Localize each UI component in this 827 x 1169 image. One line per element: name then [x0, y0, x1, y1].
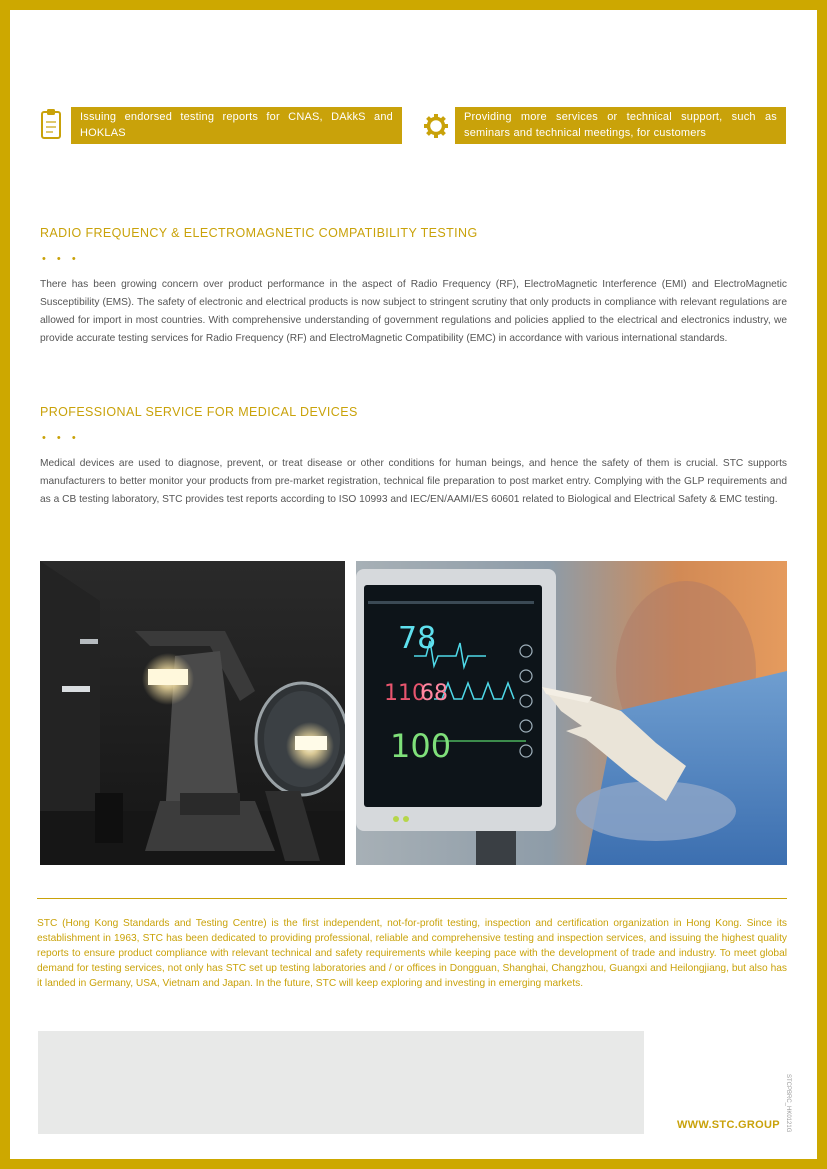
section-body-rf-emc: There has been growing concern over product performance in the aspect of Radio Frequency (RF), ElectroMagnetic Interference (EMI) and ElectroMagnetic Susceptibility (EMS). The safety of electronic and electrical products is now subject to stringent scrutiny that only products in compliance with relevant regulations are allowed for import in most countries. With comprehensive understanding of government regulations and policies applied to the electrical and electronics industry, we provide accurate testing services for Radio Frequency (RF) and ElectroMagnetic Compatibility (EMC) in accordance with various international standards. — [40, 279, 787, 344]
section-body-medical: Medical devices are used to diagnose, prevent, or treat disease or other conditions for human beings, and hence the safety of them is crucial. STC supports manufacturers to better monitor your products from pre-market registration, technical file preparation to post market entry. Complying with the GLP requirements and as a CB testing laboratory, STC provides test reports according to ISO 10993 and IEC/EN/AAMI/ES 60601 related to Biological and Electrical Safety & EMC testing. — [40, 458, 787, 505]
monitor-heart-rate: 78 — [398, 621, 437, 656]
website-link[interactable]: WWW.STC.GROUP — [677, 1119, 780, 1131]
monitor-spo2: 100 — [390, 727, 452, 765]
monitor-blood-pressure-systolic: 110 — [384, 681, 426, 706]
gear-icon — [424, 114, 448, 143]
feature-text: Providing more services or technical support, such as seminars and technical meetings, for customers — [464, 111, 777, 139]
address-panel — [38, 1031, 644, 1134]
feature-text: Issuing endorsed testing reports for CNAS, DAkkS and HOKLAS — [80, 111, 393, 139]
about-stc-paragraph: STC (Hong Kong Standards and Testing Centre) is the first independent, not-for-profit testing, inspection and certification organization in Hong Kong. Since its establishment in 1963, STC has been dedicated to providing professional, reliable and comprehensive testing and inspection services, and issuing the highest quality reports to ensure product compliance with relevant technical and safety requirements while keeping pace with the development of trade and industry. To meet global demand for testing services, not only has STC set up testing laboratories and / or offices in Dongguan, Shanghai, Changzhou, Guangxi and Heilongjiang, but also has it landed in Germany, USA, Vietnam and Japan. In the future, STC will keep exploring and investing in emerging markets. — [37, 918, 787, 989]
section-title-rf-emc: RADIO FREQUENCY & ELECTROMAGNETIC COMPATIBILITY TESTING — [40, 226, 478, 240]
emc-chamber-photo — [40, 561, 345, 865]
feature-cnas-reports — [71, 107, 402, 144]
document-code: STCPBRC_HK0121G — [785, 1074, 791, 1133]
clipboard-icon — [40, 108, 62, 145]
section-dots: • • • — [42, 253, 80, 265]
medical-monitor-photo — [356, 561, 787, 865]
section-dots: • • • — [42, 432, 80, 444]
monitor-blood-pressure-diastolic: 68 — [420, 681, 448, 706]
footer-divider — [37, 898, 787, 899]
section-title-medical: PROFESSIONAL SERVICE FOR MEDICAL DEVICES — [40, 405, 358, 419]
feature-technical-support — [455, 107, 786, 144]
